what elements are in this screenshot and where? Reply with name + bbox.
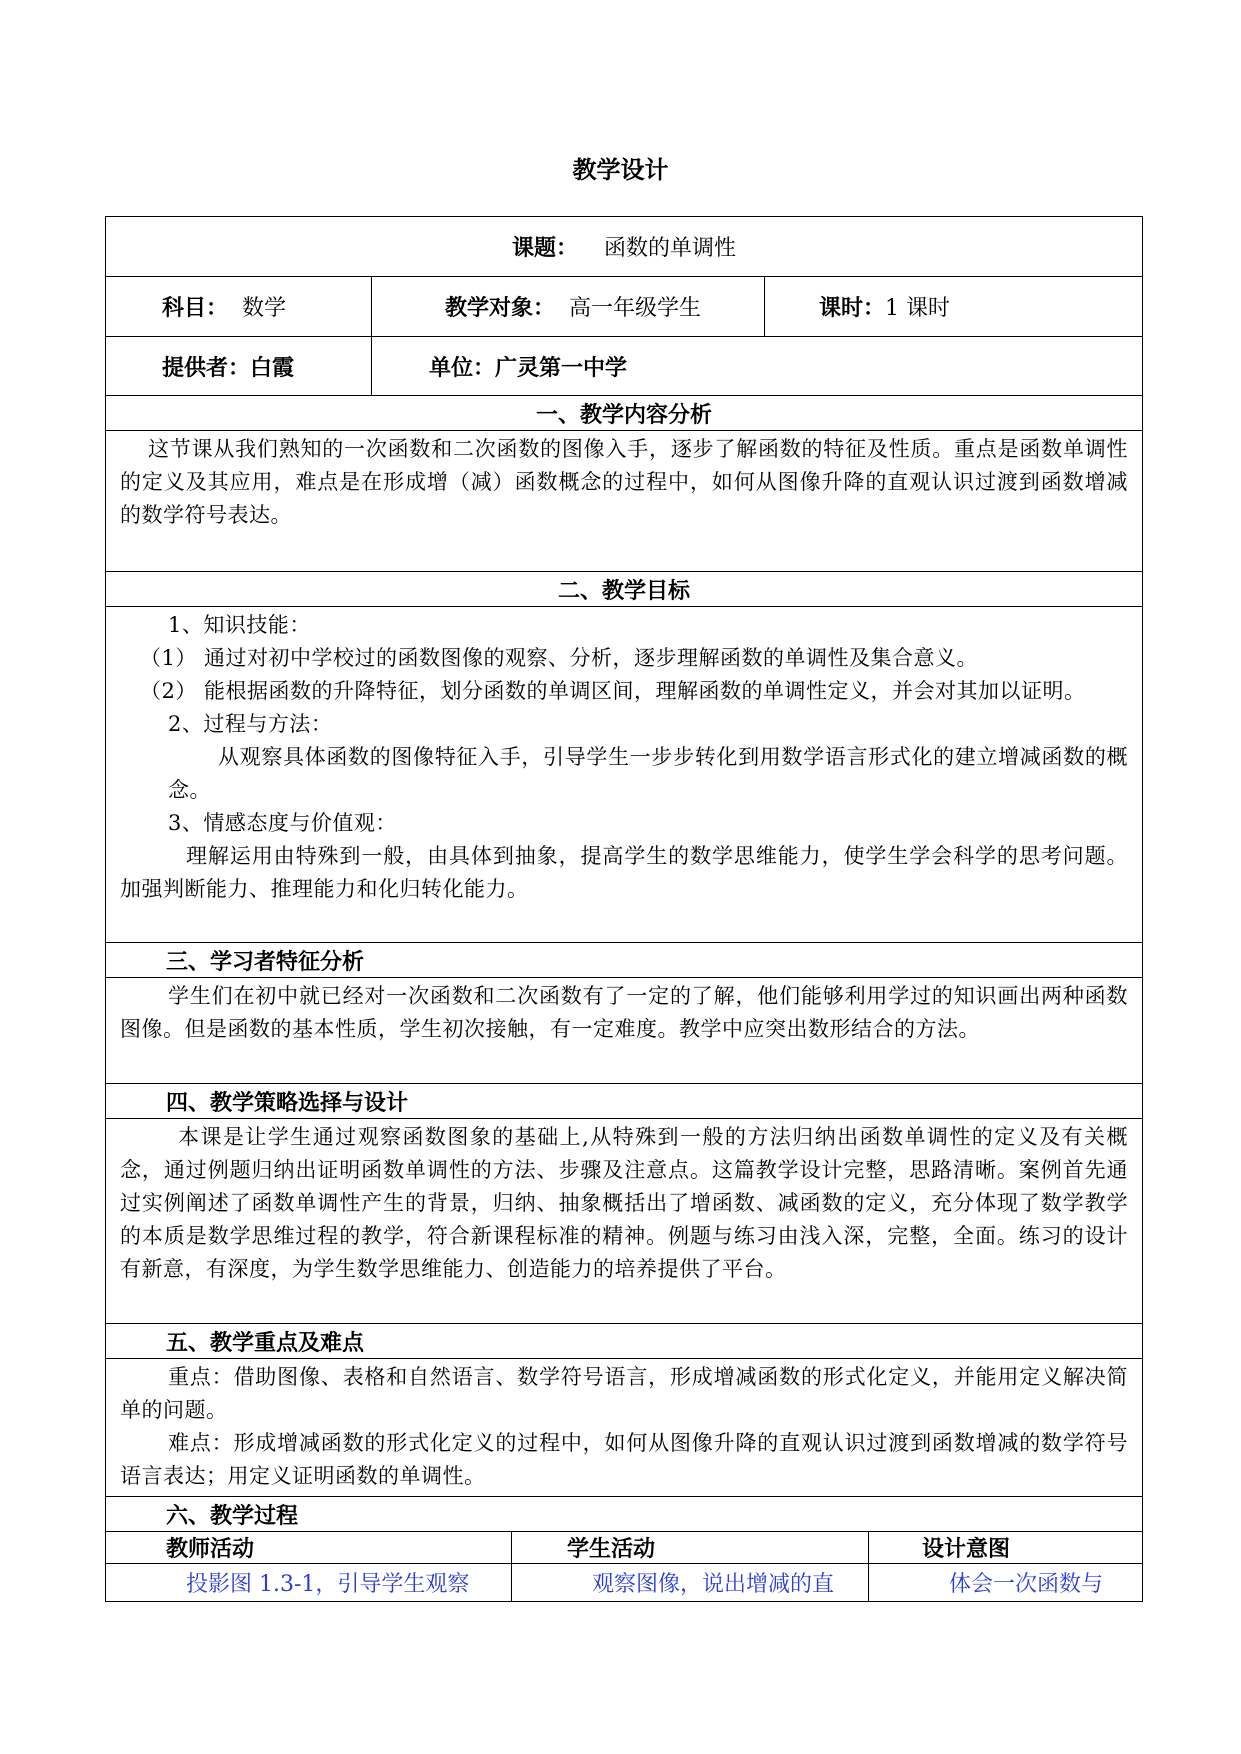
- student-activity-cell: 观察图像，说出增减的直: [512, 1564, 869, 1601]
- section-1-body-row: [106, 431, 1142, 572]
- goal-process-heading: 2、过程与方法：: [168, 712, 333, 736]
- lesson-plan-table: [105, 216, 1143, 1602]
- section-5-heading-row: [106, 1324, 1142, 1359]
- section-2-body-row: [106, 607, 1142, 943]
- audience-label: 教学对象：: [445, 296, 556, 321]
- goal-process-text: 从观察具体函数的图像特征入手，引导学生一步步转化到用数学语言形式化的建立增减函数的概念。: [168, 745, 1128, 802]
- section-1-title: 一、教学内容分析: [535, 402, 712, 428]
- process-row: [106, 1564, 1142, 1601]
- section-5-title: 五、教学重点及难点: [166, 1330, 365, 1356]
- subject-cell: [106, 277, 372, 336]
- section-3-text: 学生们在初中就已经对一次函数和二次函数有了一定的了解，他们能够利用学过的知识画出两种函数图像。但是函数的基本性质，学生初次接触，有一定难度。教学中应突出数形结合的方法。: [120, 984, 1128, 1041]
- section-3-title: 三、学习者特征分析: [166, 949, 365, 975]
- key-point-text: 重点：借助图像、表格和自然语言、数学符号语言，形成增减函数的形式化定义，并能用定义解决简单的问题。: [120, 1365, 1128, 1422]
- info-row: [106, 277, 1142, 337]
- section-4-heading-row: [106, 1084, 1142, 1119]
- col-teacher-header: 教师活动: [106, 1532, 512, 1563]
- section-2-title: 二、教学目标: [557, 578, 690, 604]
- subject-label: 科目：: [162, 296, 229, 321]
- design-intent-cell: 体会一次函数与: [949, 1572, 1104, 1597]
- section-4-body-row: [106, 1119, 1142, 1324]
- lesson-label: 课题：: [511, 236, 578, 261]
- process-header-row: [106, 1532, 1142, 1564]
- unit-cell: 单位：广灵第一中学: [429, 355, 628, 381]
- section-5-body-row: [106, 1359, 1142, 1497]
- difficulty-text: 难点：形成增减函数的形式化定义的过程中，如何从图像升降的直观认识过渡到函数增减的数学符号语言表达；用定义证明函数的单调性。: [120, 1431, 1128, 1488]
- section-4-text: 本课是让学生通过观察函数图象的基础上,从特殊到一般的方法归纳出函数单调性的定义及有关概念，通过例题归纳出证明函数单调性的方法、步骤及注意点。这篇教学设计完整，思路清晰。案例首先通过实例阐述了函数单调性产生的背景，归纳、抽象概括出了增函数、减函数的定义，充分体现了数学教学的本质是数学思维过程的教学，符合新课程标准的精神。例题与练习由浅入深，完整，全面。练习的设计有新意，有深度，为学生数学思维能力、创造能力的培养提供了平台。: [120, 1125, 1128, 1281]
- document-title: 教学设计: [572, 156, 669, 184]
- audience-cell: [372, 277, 765, 336]
- section-4-title: 四、教学策略选择与设计: [166, 1090, 409, 1116]
- goal-knowledge-item-1: （1） 通过对初中学校过的函数图像的观察、分析，逐步理解函数的单调性及集合意义。: [140, 646, 979, 670]
- section-1-heading-row: [106, 396, 1142, 431]
- subject-value: 数学: [242, 296, 287, 321]
- col-design-header: 设计意图: [922, 1537, 1011, 1562]
- hours-label: 课时：: [819, 296, 886, 321]
- provider-cell: 提供者：白霞: [106, 337, 372, 395]
- lesson-value: 函数的单调性: [604, 236, 737, 261]
- section-6-title: 六、教学过程: [166, 1503, 299, 1529]
- section-1-text: 这节课从我们熟知的一次函数和二次函数的图像入手，逐步了解函数的特征及性质。重点是函数单调性的定义及其应用，难点是在形成增（减）函数概念的过程中，如何从图像升降的直观认识过渡到函数增减的数学符号表达。: [120, 437, 1128, 527]
- goal-attitude-heading: 3、情感态度与价值观：: [168, 811, 397, 835]
- goal-knowledge-heading: 1、知识技能：: [168, 613, 311, 637]
- section-3-heading-row: [106, 943, 1142, 978]
- col-student-header: 学生活动: [512, 1532, 869, 1563]
- hours-cell: [765, 277, 1142, 336]
- lesson-title-row: [106, 217, 1142, 277]
- section-3-body-row: [106, 978, 1142, 1084]
- goal-attitude-text: 理解运用由特殊到一般，由具体到抽象，提高学生的数学思维能力，使学生学会科学的思考问题。加强判断能力、推理能力和化归转化能力。: [120, 844, 1128, 901]
- goal-knowledge-item-2: （2） 能根据函数的升降特征，划分函数的单调区间，理解函数的单调性定义，并会对其加以证明。: [140, 679, 1086, 703]
- audience-value: 高一年级学生: [569, 296, 702, 321]
- section-2-heading-row: [106, 572, 1142, 607]
- hours-value: 1 课时: [885, 296, 951, 321]
- teacher-activity-cell: 投影图 1.3-1，引导学生观察: [106, 1564, 512, 1601]
- provider-row: [106, 337, 1142, 396]
- section-6-heading-row: [106, 1497, 1142, 1532]
